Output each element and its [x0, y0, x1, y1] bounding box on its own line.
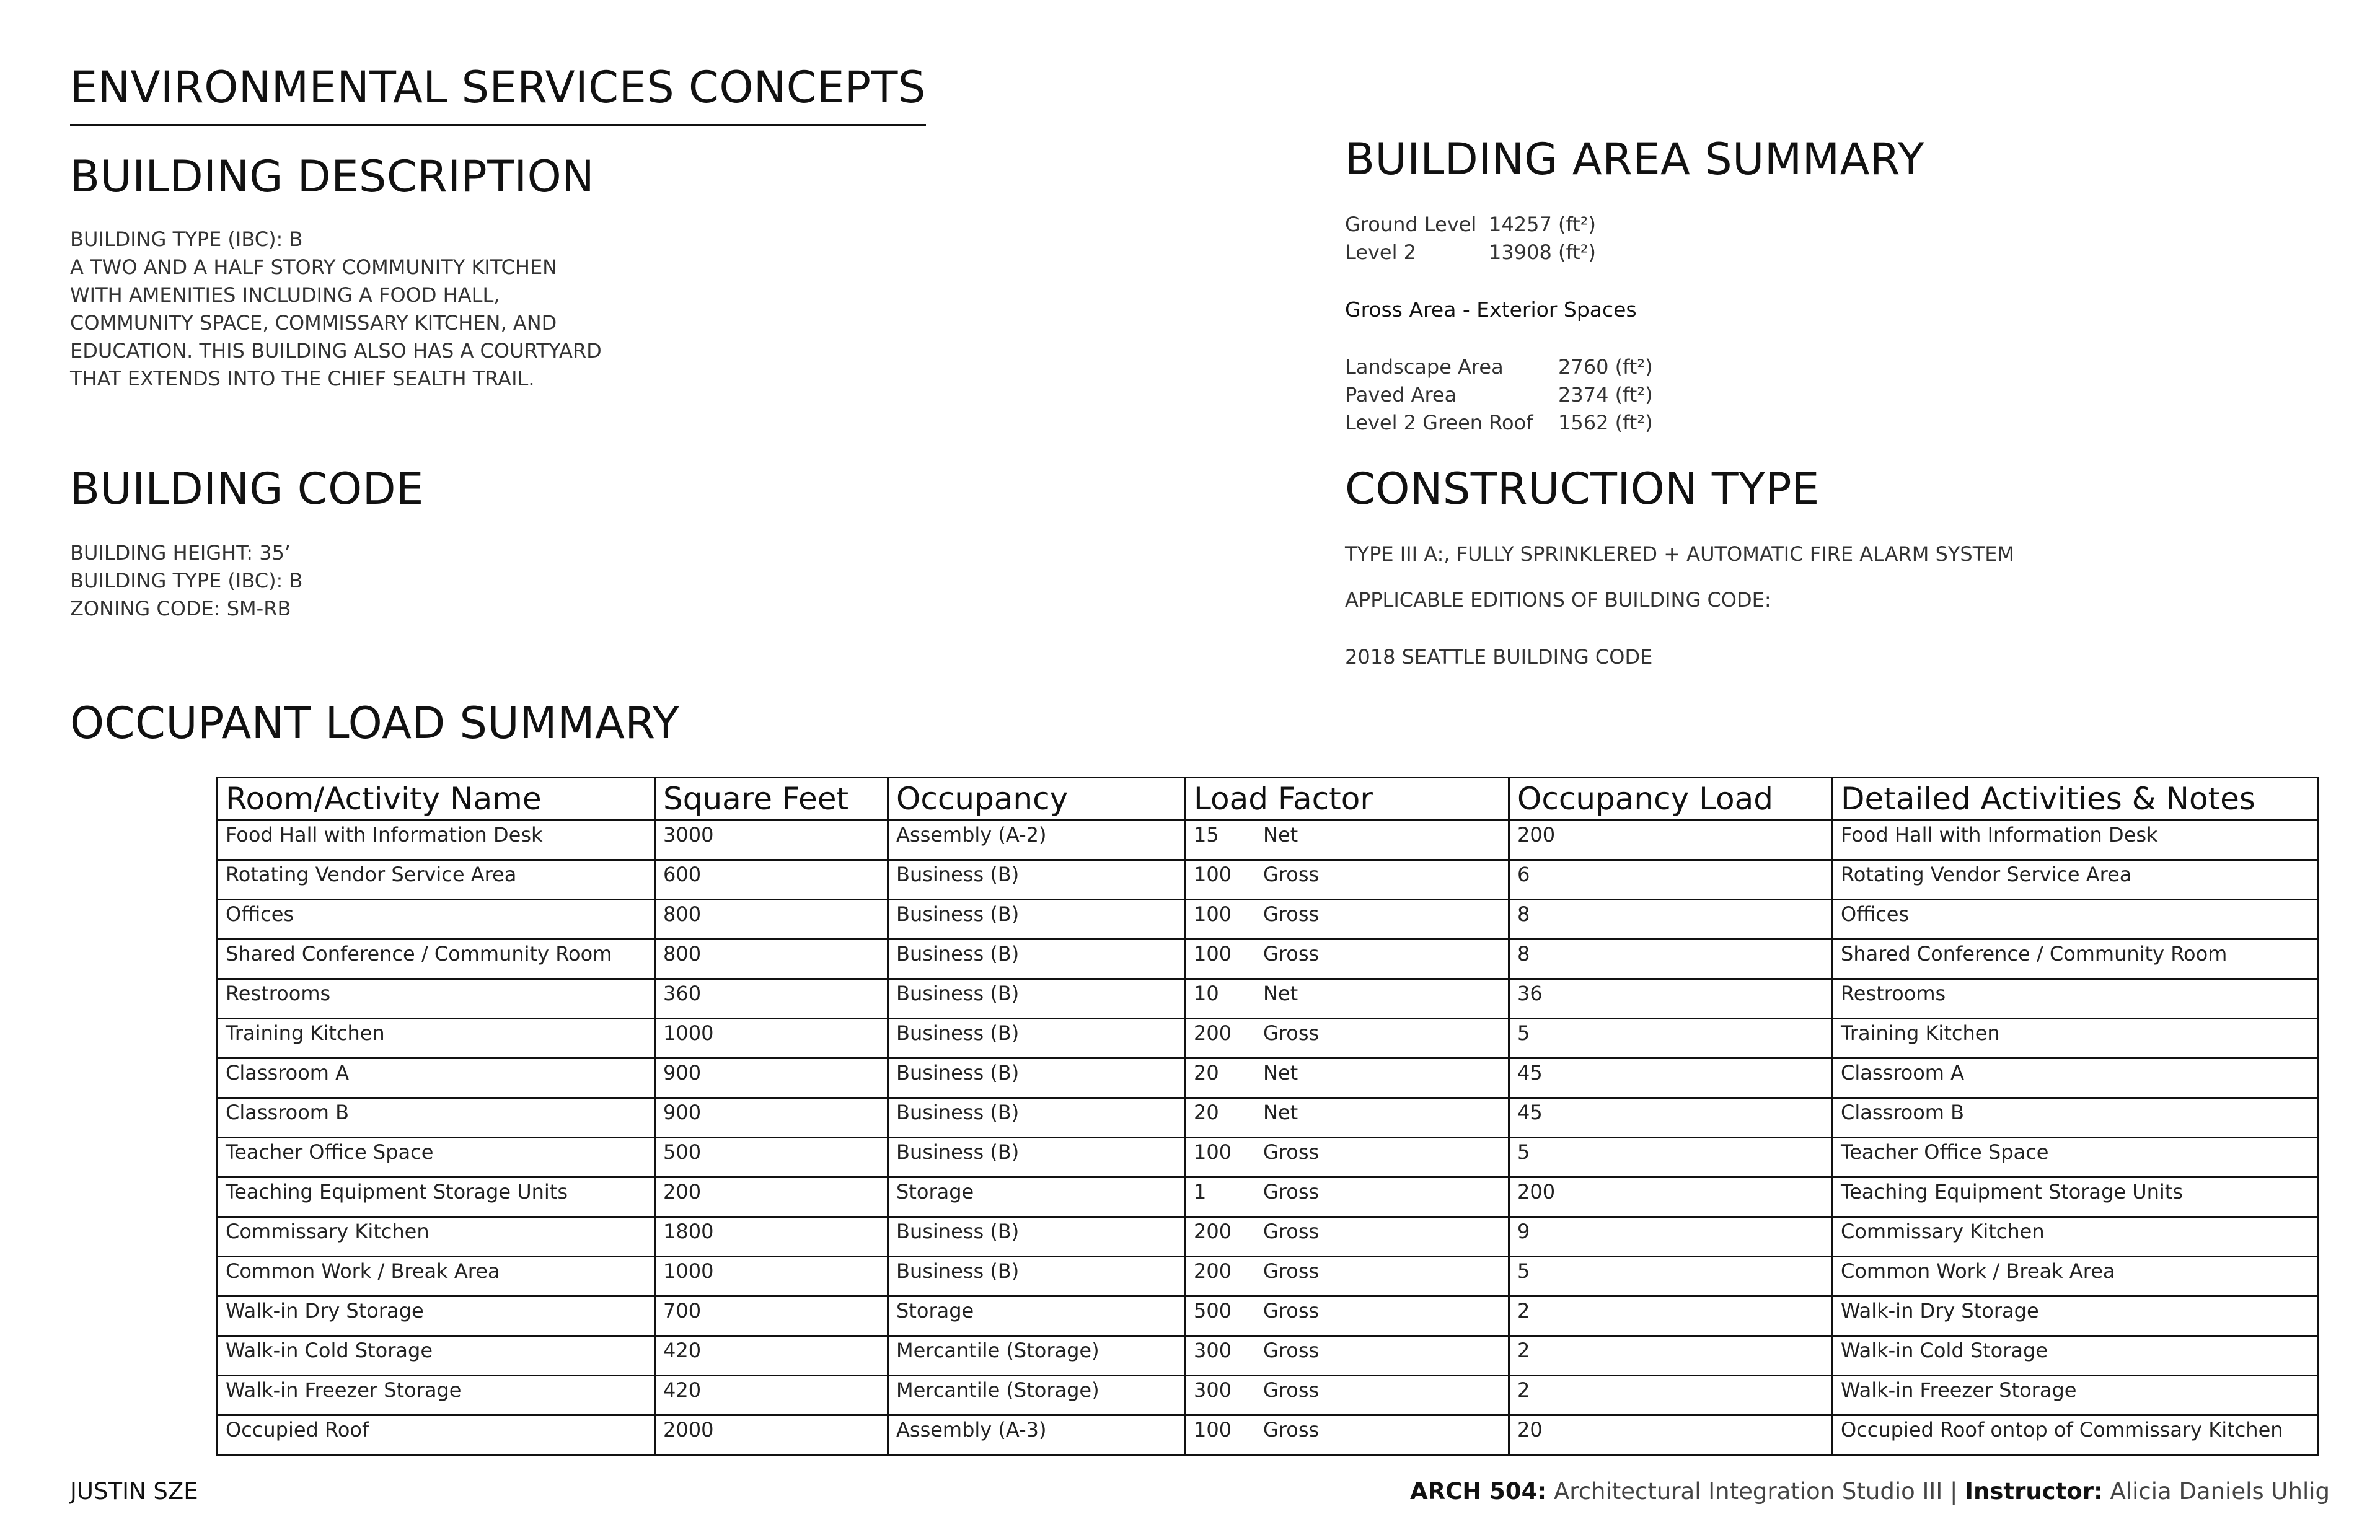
- cell-notes: Classroom A: [1833, 1058, 2318, 1098]
- load-factor-type: Gross: [1263, 1140, 1320, 1164]
- cell-load-factor: [1186, 1098, 1509, 1138]
- description-line: WITH AMENITIES INCLUDING A FOOD HALL,: [70, 283, 500, 307]
- cell-square-feet: 3000: [655, 821, 888, 860]
- cell-occupancy: Assembly (A-2): [888, 821, 1186, 860]
- cell-square-feet: 2000: [655, 1415, 888, 1455]
- cell-notes: Teaching Equipment Storage Units: [1833, 1177, 2318, 1217]
- cell-load-factor: [1186, 821, 1509, 860]
- cell-occupancy-load: 2: [1509, 1296, 1833, 1336]
- cell-occupancy: Business (B): [888, 900, 1186, 939]
- cell-load-factor: [1186, 1138, 1509, 1177]
- exterior-areas: [1345, 353, 1779, 437]
- cell-occupancy: Business (B): [888, 1058, 1186, 1098]
- description-line: THAT EXTENDS INTO THE CHIEF SEALTH TRAIL.: [70, 367, 535, 390]
- cell-room-name: Rotating Vendor Service Area: [218, 860, 655, 900]
- area-level-value: 13908 (ft²): [1489, 240, 1597, 264]
- cell-square-feet: 1000: [655, 1257, 888, 1296]
- table-row: [218, 900, 2318, 939]
- table-row: [218, 1336, 2318, 1376]
- cell-room-name: Food Hall with Information Desk: [218, 821, 655, 860]
- cell-occupancy: Business (B): [888, 1257, 1186, 1296]
- load-factor-type: Gross: [1263, 1180, 1320, 1203]
- cell-occupancy-load: 20: [1509, 1415, 1833, 1455]
- table-row: [218, 1257, 2318, 1296]
- cell-occupancy: Business (B): [888, 1217, 1186, 1257]
- load-factor-type: Gross: [1263, 1220, 1320, 1243]
- construction-type-line: TYPE III A:, FULLY SPRINKLERED + AUTOMATIC FIRE ALARM SYSTEM: [1345, 542, 2015, 566]
- load-factor-type: Net: [1263, 1061, 1298, 1085]
- building-description-text: [70, 226, 602, 393]
- building-code-text: [70, 539, 302, 623]
- load-factor-type: Gross: [1263, 1378, 1320, 1402]
- instructor-name: Alicia Daniels Uhlig: [2110, 1478, 2330, 1505]
- cell-occupancy: Storage: [888, 1177, 1186, 1217]
- load-factor-value: 200: [1194, 1021, 1232, 1045]
- cell-occupancy: Mercantile (Storage): [888, 1376, 1186, 1415]
- cell-occupancy-load: 5: [1509, 1138, 1833, 1177]
- cell-occupancy: Business (B): [888, 939, 1186, 979]
- cell-notes: Rotating Vendor Service Area: [1833, 860, 2318, 900]
- cell-load-factor: [1186, 1058, 1509, 1098]
- cell-square-feet: 900: [655, 1098, 888, 1138]
- cell-room-name: Walk-in Freezer Storage: [218, 1376, 655, 1415]
- cell-load-factor: [1186, 1296, 1509, 1336]
- cell-square-feet: 1800: [655, 1217, 888, 1257]
- load-factor-type: Gross: [1263, 1418, 1320, 1441]
- cell-room-name: Offices: [218, 900, 655, 939]
- table-row: [218, 1019, 2318, 1058]
- column-header-occupancy: Occupancy: [888, 778, 1186, 821]
- exterior-area-label: Paved Area: [1345, 383, 1457, 407]
- cell-room-name: Occupied Roof: [218, 1415, 655, 1455]
- column-header-load-factor: Load Factor: [1186, 778, 1509, 821]
- cell-room-name: Commissary Kitchen: [218, 1217, 655, 1257]
- cell-load-factor: [1186, 1257, 1509, 1296]
- table-row: [218, 860, 2318, 900]
- cell-notes: Offices: [1833, 900, 2318, 939]
- cell-square-feet: 420: [655, 1336, 888, 1376]
- exterior-area-label: Level 2 Green Roof: [1345, 411, 1533, 434]
- course-name: Architectural Integration Studio III: [1553, 1478, 1943, 1505]
- occupant-load-heading: OCCUPANT LOAD SUMMARY: [70, 698, 680, 749]
- load-factor-value: 100: [1194, 863, 1232, 886]
- cell-occupancy-load: 8: [1509, 939, 1833, 979]
- cell-notes: Shared Conference / Community Room: [1833, 939, 2318, 979]
- cell-occupancy-load: 45: [1509, 1058, 1833, 1098]
- cell-square-feet: 700: [655, 1296, 888, 1336]
- building-description-heading: BUILDING DESCRIPTION: [70, 151, 595, 202]
- area-levels: [1345, 211, 1779, 266]
- description-line: COMMUNITY SPACE, COMMISSARY KITCHEN, AND: [70, 311, 557, 335]
- table-row: [218, 1415, 2318, 1455]
- load-factor-type: Gross: [1263, 942, 1320, 966]
- cell-room-name: Teacher Office Space: [218, 1138, 655, 1177]
- description-line: EDUCATION. THIS BUILDING ALSO HAS A COURTYARD: [70, 339, 602, 363]
- cell-load-factor: [1186, 1177, 1509, 1217]
- table-row: [218, 979, 2318, 1019]
- cell-occupancy-load: 200: [1509, 821, 1833, 860]
- area-level-value: 14257 (ft²): [1489, 213, 1597, 236]
- cell-notes: Teacher Office Space: [1833, 1138, 2318, 1177]
- cell-occupancy: Business (B): [888, 1019, 1186, 1058]
- load-factor-type: Gross: [1263, 1299, 1320, 1322]
- cell-notes: Training Kitchen: [1833, 1019, 2318, 1058]
- load-factor-type: Gross: [1263, 902, 1320, 926]
- course-info: [1410, 1478, 2330, 1505]
- seattle-code-line: 2018 SEATTLE BUILDING CODE: [1345, 645, 1653, 669]
- area-level-row: [1345, 211, 1779, 239]
- description-line: A TWO AND A HALF STORY COMMUNITY KITCHEN: [70, 255, 558, 279]
- cell-square-feet: 200: [655, 1177, 888, 1217]
- cell-notes: Common Work / Break Area: [1833, 1257, 2318, 1296]
- cell-occupancy-load: 2: [1509, 1336, 1833, 1376]
- cell-notes: Restrooms: [1833, 979, 2318, 1019]
- cell-notes: Walk-in Dry Storage: [1833, 1296, 2318, 1336]
- cell-room-name: Classroom B: [218, 1098, 655, 1138]
- cell-load-factor: [1186, 1217, 1509, 1257]
- building-code-line: ZONING CODE: SM-RB: [70, 597, 291, 620]
- load-factor-value: 300: [1194, 1339, 1232, 1362]
- area-level-label: Level 2: [1345, 240, 1416, 264]
- table-row: [218, 1138, 2318, 1177]
- cell-room-name: Classroom A: [218, 1058, 655, 1098]
- cell-load-factor: [1186, 1336, 1509, 1376]
- code-editions-line: APPLICABLE EDITIONS OF BUILDING CODE:: [1345, 588, 1771, 612]
- cell-square-feet: 500: [655, 1138, 888, 1177]
- cell-load-factor: [1186, 939, 1509, 979]
- cell-square-feet: 1000: [655, 1019, 888, 1058]
- column-header-sqft: Square Feet: [655, 778, 888, 821]
- area-level-label: Ground Level: [1345, 213, 1477, 236]
- cell-notes: Walk-in Cold Storage: [1833, 1336, 2318, 1376]
- load-factor-value: 15: [1194, 823, 1219, 847]
- occupant-load-table: [216, 777, 2319, 1456]
- cell-load-factor: [1186, 1415, 1509, 1455]
- cell-notes: Classroom B: [1833, 1098, 2318, 1138]
- cell-room-name: Common Work / Break Area: [218, 1257, 655, 1296]
- building-code-line: BUILDING TYPE (IBC): B: [70, 569, 303, 592]
- cell-square-feet: 800: [655, 939, 888, 979]
- table-header-row: [218, 778, 2318, 821]
- load-factor-value: 200: [1194, 1259, 1232, 1283]
- table-row: [218, 1058, 2318, 1098]
- load-factor-type: Gross: [1263, 1259, 1320, 1283]
- footer-separator: |: [1950, 1478, 1958, 1505]
- cell-room-name: Restrooms: [218, 979, 655, 1019]
- cell-load-factor: [1186, 979, 1509, 1019]
- cell-square-feet: 360: [655, 979, 888, 1019]
- load-factor-value: 300: [1194, 1378, 1232, 1402]
- occupant-load-rows: [218, 821, 2318, 1455]
- cell-notes: Commissary Kitchen: [1833, 1217, 2318, 1257]
- column-header-occupancy-load: Occupancy Load: [1509, 778, 1833, 821]
- cell-notes: Food Hall with Information Desk: [1833, 821, 2318, 860]
- table-row: [218, 1217, 2318, 1257]
- table-row: [218, 1376, 2318, 1415]
- cell-load-factor: [1186, 900, 1509, 939]
- load-factor-value: 1: [1194, 1180, 1207, 1203]
- cell-occupancy-load: 8: [1509, 900, 1833, 939]
- table-row: [218, 1098, 2318, 1138]
- cell-square-feet: 420: [655, 1376, 888, 1415]
- cell-occupancy: Storage: [888, 1296, 1186, 1336]
- cell-occupancy: Business (B): [888, 979, 1186, 1019]
- cell-occupancy-load: 2: [1509, 1376, 1833, 1415]
- cell-load-factor: [1186, 860, 1509, 900]
- exterior-spaces-heading: Gross Area - Exterior Spaces: [1345, 297, 1637, 322]
- exterior-area-value: 2374 (ft²): [1558, 383, 1653, 407]
- load-factor-value: 200: [1194, 1220, 1232, 1243]
- building-code-line: BUILDING HEIGHT: 35’: [70, 541, 291, 565]
- cell-occupancy: Business (B): [888, 860, 1186, 900]
- load-factor-type: Gross: [1263, 1339, 1320, 1362]
- exterior-area-row: [1345, 353, 1779, 381]
- column-header-room: Room/Activity Name: [218, 778, 655, 821]
- table-row: [218, 1177, 2318, 1217]
- cell-room-name: Shared Conference / Community Room: [218, 939, 655, 979]
- area-level-row: [1345, 239, 1779, 266]
- cell-room-name: Teaching Equipment Storage Units: [218, 1177, 655, 1217]
- cell-occupancy: Mercantile (Storage): [888, 1336, 1186, 1376]
- cell-room-name: Walk-in Cold Storage: [218, 1336, 655, 1376]
- cell-occupancy: Business (B): [888, 1138, 1186, 1177]
- load-factor-value: 500: [1194, 1299, 1232, 1322]
- load-factor-value: 100: [1194, 942, 1232, 966]
- load-factor-value: 100: [1194, 1140, 1232, 1164]
- cell-room-name: Training Kitchen: [218, 1019, 655, 1058]
- cell-room-name: Walk-in Dry Storage: [218, 1296, 655, 1336]
- cell-occupancy: Business (B): [888, 1098, 1186, 1138]
- exterior-area-row: [1345, 409, 1779, 437]
- cell-occupancy-load: 9: [1509, 1217, 1833, 1257]
- construction-type-heading: CONSTRUCTION TYPE: [1345, 464, 1820, 514]
- cell-occupancy-load: 6: [1509, 860, 1833, 900]
- column-header-notes: Detailed Activities & Notes: [1833, 778, 2318, 821]
- exterior-area-row: [1345, 381, 1779, 409]
- cell-notes: Occupied Roof ontop of Commissary Kitchen: [1833, 1415, 2318, 1455]
- cell-occupancy-load: 200: [1509, 1177, 1833, 1217]
- cell-notes: Walk-in Freezer Storage: [1833, 1376, 2318, 1415]
- exterior-area-label: Landscape Area: [1345, 355, 1504, 379]
- table-row: [218, 821, 2318, 860]
- load-factor-value: 100: [1194, 902, 1232, 926]
- exterior-area-value: 2760 (ft²): [1558, 355, 1653, 379]
- load-factor-type: Gross: [1263, 1021, 1320, 1045]
- cell-occupancy-load: 36: [1509, 979, 1833, 1019]
- page-title: ENVIRONMENTAL SERVICES CONCEPTS: [70, 62, 926, 126]
- load-factor-value: 20: [1194, 1061, 1219, 1085]
- cell-occupancy-load: 5: [1509, 1257, 1833, 1296]
- exterior-area-value: 1562 (ft²): [1558, 411, 1653, 434]
- load-factor-type: Net: [1263, 1101, 1298, 1124]
- table-row: [218, 1296, 2318, 1336]
- description-line: BUILDING TYPE (IBC): B: [70, 227, 303, 251]
- author-name: JUSTIN SZE: [70, 1478, 198, 1505]
- building-code-heading: BUILDING CODE: [70, 464, 424, 514]
- cell-occupancy: Assembly (A-3): [888, 1415, 1186, 1455]
- cell-load-factor: [1186, 1019, 1509, 1058]
- course-label: ARCH 504:: [1410, 1478, 1547, 1505]
- cell-occupancy-load: 45: [1509, 1098, 1833, 1138]
- cell-square-feet: 900: [655, 1058, 888, 1098]
- load-factor-type: Net: [1263, 982, 1298, 1005]
- cell-square-feet: 600: [655, 860, 888, 900]
- table-row: [218, 939, 2318, 979]
- area-summary-heading: BUILDING AREA SUMMARY: [1345, 134, 1924, 185]
- load-factor-value: 20: [1194, 1101, 1219, 1124]
- load-factor-type: Gross: [1263, 863, 1320, 886]
- load-factor-value: 100: [1194, 1418, 1232, 1441]
- cell-load-factor: [1186, 1376, 1509, 1415]
- cell-occupancy-load: 5: [1509, 1019, 1833, 1058]
- instructor-label: Instructor:: [1965, 1478, 2103, 1505]
- cell-square-feet: 800: [655, 900, 888, 939]
- load-factor-value: 10: [1194, 982, 1219, 1005]
- load-factor-type: Net: [1263, 823, 1298, 847]
